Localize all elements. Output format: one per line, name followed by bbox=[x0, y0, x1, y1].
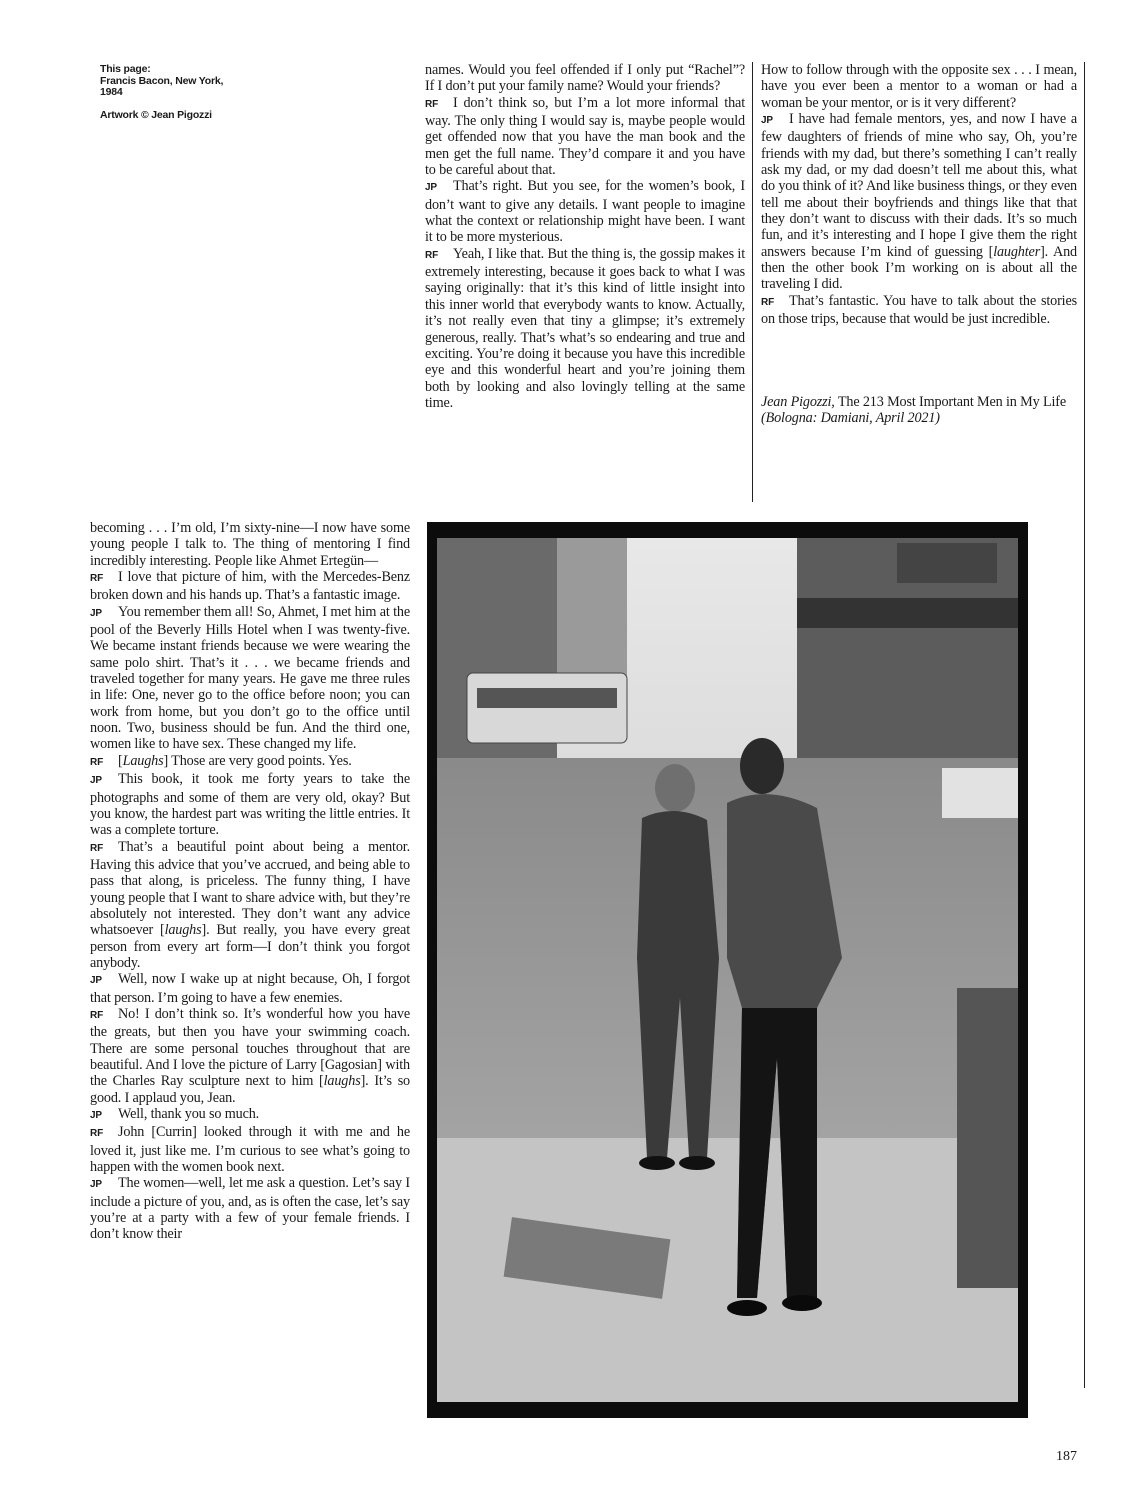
interview-paragraph bbox=[90, 753, 410, 771]
speaker-label: RF bbox=[90, 756, 104, 768]
paragraph-text: How to follow through with the opposite sex . . . I mean, have you ever been a mentor to a woman or had a woman be your mentor, or is it very different? bbox=[761, 62, 1077, 111]
photograph-francis-bacon-street bbox=[427, 522, 1028, 1418]
book-credit bbox=[761, 394, 1077, 427]
paragraph-text: This book, it took me forty years to take the photographs and some of them are very old, okay? But you know, the hardest part was writing the little entries. It was a complete torture. bbox=[90, 771, 410, 839]
paragraph-text: The women—well, let me ask a question. Let’s say I include a picture of you, and, as is often the case, let’s say you’re at a party with a few of your female friends. I don’t know their bbox=[90, 1175, 410, 1243]
paragraph-text: becoming . . . I’m old, I’m sixty-nine—I now have some young people I talk to. The thing of mentoring I find incredibly interesting. People like Ahmet Ertegün— bbox=[90, 520, 410, 569]
speaker-label: RF bbox=[90, 1128, 104, 1140]
speaker-label: JP bbox=[90, 1110, 102, 1122]
interview-paragraph bbox=[425, 178, 745, 245]
italic-text: laughs bbox=[323, 1073, 361, 1090]
column-divider bbox=[1084, 62, 1085, 1388]
paragraph-text: ]. But really, you have every great person from every art form—I don’t think you forgot anybody. bbox=[90, 922, 411, 971]
interview-paragraph bbox=[425, 95, 745, 179]
paragraph-text: The 213 Most Important Men in My Life bbox=[834, 393, 1066, 410]
speaker-label: JP bbox=[90, 607, 102, 619]
photo-caption bbox=[100, 64, 300, 132]
interview-paragraph bbox=[90, 520, 410, 569]
interview-paragraph bbox=[90, 1006, 410, 1106]
paragraph-text: Yeah, I like that. But the thing is, the gossip makes it extremely interesting, because it goes back to what I was saying originally: that it’s this kind of little insight into this inner world that everybody wants to know. Actually, it’s not really even that tiny a glimpse; it’s extremely generous, really. That’s what’s so endearing and true and exciting. You’re doing it because you have this incredible eye and this wonderful heart and you’re joining them both by looking and also lovingly telling at the same time. bbox=[425, 245, 745, 411]
paragraph-text: ]. It’s so good. I applaud you, Jean. bbox=[90, 1073, 411, 1106]
speaker-label: JP bbox=[90, 775, 102, 787]
paragraph-text: That’s fantastic. You have to talk about the stories on those trips, because that would be just incredible. bbox=[761, 292, 1077, 328]
interview-column-left bbox=[90, 520, 410, 1243]
paragraph-text: I love that picture of him, with the Mercedes-Benz broken down and his hands up. That’s a fantastic image. bbox=[90, 569, 410, 604]
paragraph-text: John [Currin] looked through it with me and he loved it, just like me. I’m curious to see what’s going to happen with the women book next. bbox=[90, 1124, 410, 1176]
italic-text: (Bologna: Damiani, April 2021) bbox=[761, 409, 940, 426]
interview-paragraph bbox=[90, 1106, 410, 1124]
interview-paragraph bbox=[90, 604, 410, 753]
speaker-label: RF bbox=[90, 573, 104, 585]
paragraph-text: You remember them all! So, Ahmet, I met him at the pool of the Beverly Hills Hotel when I was twenty-five. We became instant friends because we were wearing the same polo shirt. That’s it . . . we became friends and traveled together for many years. He gave me three rules in life: One, never go to the office before noon; you can work from home, but you don’t go to the office until noon. Two, business should be fun. And the third one, women like to have sex. These changed my life. bbox=[90, 603, 410, 753]
paragraph-text: That’s a beautiful point about being a mentor. Having this advice that you’ve accrued, and being able to pass that along, is priceless. The funny thing, I have young people that I want to share advice with, but they’re absolutely not interested. They don’t want any advice whatsoever [ bbox=[90, 838, 410, 939]
caption-credit: Artwork © Jean Pigozzi bbox=[100, 108, 212, 121]
paragraph-text: names. Would you feel offended if I only put “Rachel”? If I don’t put your family name? Would your friends? bbox=[425, 62, 745, 95]
caption-subject: Francis Bacon, New York, bbox=[100, 74, 224, 87]
speaker-label: JP bbox=[761, 115, 773, 127]
interview-paragraph bbox=[425, 246, 745, 411]
interview-paragraph bbox=[761, 111, 1077, 293]
paragraph-text: No! I don’t think so. It’s wonderful how you have the greats, but then you have your swimming coach. There are some personal touches throughout that are beautiful. And I love the picture of Larry [Gagosian] with the Charles Ray sculpture next to him [ bbox=[90, 1005, 410, 1090]
interview-paragraph bbox=[761, 62, 1077, 111]
paragraph-text: ] Those are very good points. Yes. bbox=[163, 752, 352, 769]
interview-paragraph bbox=[90, 971, 410, 1006]
interview-paragraph bbox=[90, 839, 410, 972]
italic-text: Laughs bbox=[122, 752, 164, 769]
street-photo-image bbox=[437, 538, 1018, 1402]
italic-text: Jean Pigozzi, bbox=[761, 393, 835, 410]
speaker-label: RF bbox=[90, 1009, 104, 1021]
italic-text: laughs bbox=[164, 922, 202, 939]
speaker-label: JP bbox=[90, 975, 102, 987]
interview-paragraph bbox=[90, 1124, 410, 1175]
paragraph-text: That’s right. But you see, for the women’s book, I don’t want to give any details. I want people to imagine what the context or relationship might have been. I want it to be more mysterious. bbox=[425, 178, 745, 246]
speaker-label: RF bbox=[425, 98, 439, 110]
paragraph-text: I have had female mentors, yes, and now I have a few daughters of friends of mine who say, Oh, you’re friends with my dad, but there’s something I can’t really ask my dad, or my dad doesn’t tell me about this, what do you think of it? And like business things, or they even tell me about their boyfriends and things like that that they don’t want to discuss with their dads. It’s so much fun, and it’s interesting and I hope I give them the right answers because I’m kind of guessing [ bbox=[761, 111, 1077, 260]
interview-column-right bbox=[761, 62, 1077, 426]
speaker-label: RF bbox=[90, 842, 104, 854]
speaker-label: JP bbox=[90, 1179, 102, 1191]
paragraph-text: Well, thank you so much. bbox=[118, 1106, 260, 1123]
interview-column-middle bbox=[425, 62, 745, 411]
speaker-label: RF bbox=[425, 249, 439, 261]
caption-label: This page: bbox=[100, 63, 151, 75]
speaker-label: RF bbox=[761, 296, 775, 308]
paragraph-text: [ bbox=[118, 752, 123, 769]
speaker-label: JP bbox=[425, 182, 437, 194]
column-divider bbox=[752, 62, 753, 502]
paragraph-text: I don’t think so, but I’m a lot more informal that way. The only thing I would say is, maybe people would get offended now that you have the man book and the men get the full name. They’d compare it and you have to be careful about that. bbox=[425, 94, 745, 179]
caption-year: 1984 bbox=[100, 86, 123, 98]
interview-paragraph bbox=[90, 569, 410, 604]
page-number: 187 bbox=[1056, 1449, 1077, 1464]
interview-paragraph bbox=[90, 771, 410, 838]
paragraph-text: ]. And then the other book I’m working on is about all the traveling I did. bbox=[761, 243, 1077, 293]
interview-paragraph bbox=[90, 1175, 410, 1242]
interview-paragraph bbox=[761, 293, 1077, 328]
italic-text: laughter bbox=[993, 243, 1041, 260]
paragraph-text: Well, now I wake up at night because, Oh, I forgot that person. I’m going to have a few enemies. bbox=[90, 971, 410, 1006]
interview-paragraph bbox=[425, 62, 745, 95]
